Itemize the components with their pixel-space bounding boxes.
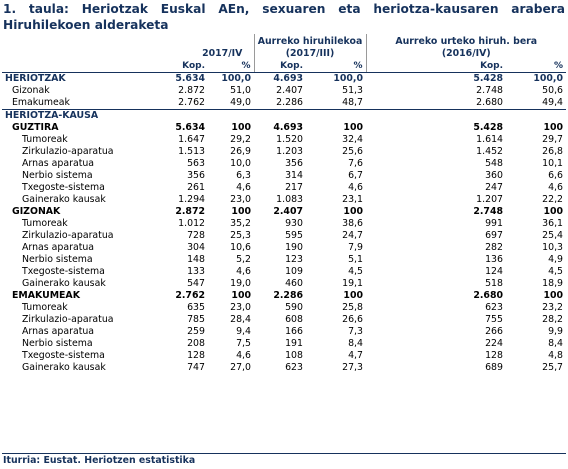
- value-last-year: 136: [485, 254, 503, 265]
- value-last-year: 548: [485, 158, 503, 169]
- value-current: 635: [187, 302, 205, 313]
- value-previous: 2.407: [273, 206, 303, 217]
- value-current: 128: [187, 350, 205, 361]
- value-previous: 108: [285, 350, 303, 361]
- pct-previous: 7,3: [348, 326, 363, 337]
- value-last-year: 623: [485, 302, 503, 313]
- pct-current: 10,6: [230, 242, 251, 253]
- deaths-table: [2, 34, 566, 374]
- table-row: [2, 314, 566, 326]
- pct-previous: 27,3: [342, 362, 363, 373]
- value-previous: 1.203: [276, 146, 303, 157]
- pct-current: 25,3: [230, 230, 251, 241]
- pct-previous: 5,1: [348, 254, 363, 265]
- value-last-year: [366, 110, 506, 123]
- table-row: [2, 266, 566, 278]
- value-previous: 4.693: [273, 73, 303, 84]
- table-row: [2, 278, 566, 290]
- value-previous: 2.286: [273, 290, 303, 301]
- value-current: 547: [187, 278, 205, 289]
- pct-previous: 23,1: [342, 194, 363, 205]
- row-label: Nerbio sistema: [22, 338, 93, 349]
- value-current: 261: [187, 182, 205, 193]
- pct-previous: 4,6: [348, 182, 363, 193]
- pct-previous: 25,8: [342, 302, 363, 313]
- table-row: [2, 290, 566, 302]
- pct-last-year: 100,0: [533, 73, 564, 84]
- pct-last-year: 100: [543, 206, 564, 217]
- pct-current: 7,5: [236, 338, 251, 349]
- pct-last-year: 26,8: [542, 146, 564, 157]
- pct-previous: 6,7: [348, 170, 363, 181]
- value-last-year: 247: [485, 182, 503, 193]
- pct-last-year: 25,7: [542, 362, 564, 373]
- value-last-year: 991: [485, 218, 503, 229]
- value-previous: 123: [285, 254, 303, 265]
- row-label: HERIOTZA-KAUSA: [2, 110, 154, 123]
- pct-last-year: 4,9: [548, 254, 564, 265]
- table-row: [2, 122, 566, 134]
- pct-previous: 7,9: [348, 242, 363, 253]
- pct-current: 10,0: [230, 158, 251, 169]
- value-previous: 190: [285, 242, 303, 253]
- value-last-year: 128: [485, 350, 503, 361]
- pct-last-year: 28,2: [542, 314, 564, 325]
- value-previous: 930: [285, 218, 303, 229]
- pct-last-year: 100: [543, 290, 564, 301]
- value-previous: 166: [285, 326, 303, 337]
- row-label: GIZONAK: [12, 206, 61, 217]
- value-previous: 4.693: [273, 122, 303, 133]
- value-previous: 590: [285, 302, 303, 313]
- value-current: 304: [187, 242, 205, 253]
- header-group-previous-quarter: Aurreko hiruhilekoa: [254, 34, 366, 48]
- value-previous: 608: [285, 314, 303, 325]
- value-last-year: 2.680: [473, 290, 503, 301]
- pct-previous: 24,7: [342, 230, 363, 241]
- value-current: 1.294: [178, 194, 205, 205]
- value-last-year: 1.207: [476, 194, 503, 205]
- table-row: [2, 338, 566, 350]
- header-group-same-quarter-last-year: Aurreko urteko hiruh. bera: [366, 34, 566, 48]
- value-current: 1.513: [178, 146, 205, 157]
- pct-current: 100,0: [221, 73, 251, 84]
- table-row: [2, 350, 566, 362]
- table-row: [2, 85, 566, 97]
- pct-last-year: 100: [543, 122, 564, 133]
- pct-last-year: 4,6: [548, 182, 564, 193]
- row-label: GUZTIRA: [12, 122, 59, 133]
- row-label: Emakumeak: [12, 97, 70, 108]
- value-last-year: 1.614: [476, 134, 503, 145]
- value-previous: [254, 110, 306, 123]
- header-blank: [2, 48, 154, 60]
- table-row: [2, 302, 566, 314]
- row-label: Arnas aparatua: [22, 326, 95, 337]
- pct-current: 35,2: [230, 218, 251, 229]
- pct-previous: 48,7: [342, 97, 363, 108]
- value-current: 2.872: [175, 206, 205, 217]
- value-last-year: 2.748: [476, 85, 503, 96]
- table-row: [2, 134, 566, 146]
- row-label: Gainerako kausak: [22, 278, 106, 289]
- value-previous: 1.520: [276, 134, 303, 145]
- row-label: Nerbio sistema: [22, 170, 93, 181]
- table-row: [2, 182, 566, 194]
- value-previous: 217: [285, 182, 303, 193]
- value-last-year: 282: [485, 242, 503, 253]
- value-last-year: 2.748: [473, 206, 503, 217]
- pct-last-year: 10,3: [542, 242, 564, 253]
- header-kop: Kop.: [366, 60, 506, 73]
- value-current: 259: [187, 326, 205, 337]
- pct-current: 5,2: [236, 254, 251, 265]
- pct-last-year: 4,5: [548, 266, 564, 277]
- value-current: 5.634: [175, 122, 205, 133]
- value-last-year: 266: [485, 326, 503, 337]
- header-pct: %: [208, 60, 254, 73]
- header-row-periods: [2, 48, 566, 60]
- value-last-year: 755: [485, 314, 503, 325]
- table-row: [2, 158, 566, 170]
- value-previous: 356: [285, 158, 303, 169]
- header-period-previous: (2017/III): [254, 48, 366, 60]
- pct-current: [208, 110, 254, 123]
- value-current: 208: [187, 338, 205, 349]
- pct-last-year: 18,9: [542, 278, 564, 289]
- pct-previous: 32,4: [342, 134, 363, 145]
- pct-previous: 8,4: [348, 338, 363, 349]
- pct-last-year: 9,9: [548, 326, 564, 337]
- value-last-year: 1.452: [476, 146, 503, 157]
- pct-previous: 100: [343, 290, 363, 301]
- pct-current: 100: [231, 206, 251, 217]
- pct-last-year: 6,6: [548, 170, 564, 181]
- pct-current: 23,0: [230, 302, 251, 313]
- table-row: [2, 97, 566, 110]
- pct-last-year: 29,7: [542, 134, 564, 145]
- table-row: [2, 362, 566, 374]
- header-pct: %: [506, 60, 566, 73]
- table-row: [2, 254, 566, 266]
- row-label: Arnas aparatua: [22, 242, 95, 253]
- pct-last-year: [506, 110, 566, 123]
- pct-last-year: 4,8: [548, 350, 564, 361]
- pct-current: 100: [231, 290, 251, 301]
- header-blank: [2, 60, 154, 73]
- table-row: [2, 206, 566, 218]
- header-blank: [2, 34, 154, 48]
- value-current: 148: [187, 254, 205, 265]
- row-label: Zirkulazio-aparatua: [22, 146, 114, 157]
- header-kop: Kop.: [254, 60, 306, 73]
- pct-current: 23,0: [230, 194, 251, 205]
- table-row: [2, 146, 566, 158]
- pct-last-year: 25,4: [542, 230, 564, 241]
- pct-current: 100: [231, 122, 251, 133]
- bottom-rule: [2, 453, 566, 454]
- row-label: Arnas aparatua: [22, 158, 95, 169]
- header-kop: Kop.: [154, 60, 208, 73]
- table-row: [2, 218, 566, 230]
- row-label: Zirkulazio-aparatua: [22, 314, 114, 325]
- pct-previous: 26,6: [342, 314, 363, 325]
- pct-current: 29,2: [230, 134, 251, 145]
- value-previous: 191: [285, 338, 303, 349]
- table-title: 1. taula: Heriotzak Euskal AEn, sexuaren eta heriotza-kausaren arabera Hiruhilekoen alderaketa: [3, 2, 565, 32]
- value-current: 747: [187, 362, 205, 373]
- pct-previous: 25,6: [342, 146, 363, 157]
- value-previous: 2.407: [276, 85, 303, 96]
- value-previous: 2.286: [276, 97, 303, 108]
- row-label: Gainerako kausak: [22, 362, 106, 373]
- header-pct: %: [306, 60, 366, 73]
- pct-previous: 51,3: [342, 85, 363, 96]
- value-previous: 314: [285, 170, 303, 181]
- table-row: [2, 326, 566, 338]
- pct-current: 51,0: [230, 85, 251, 96]
- pct-previous: 38,6: [342, 218, 363, 229]
- pct-previous: 4,7: [348, 350, 363, 361]
- header-period-current: 2017/IV: [202, 48, 243, 59]
- value-last-year: 5.428: [473, 122, 503, 133]
- row-label: Gainerako kausak: [22, 194, 106, 205]
- value-last-year: 5.428: [473, 73, 503, 84]
- row-label: Tumoreak: [22, 134, 68, 145]
- pct-previous: 7,6: [348, 158, 363, 169]
- value-current: 2.872: [178, 85, 205, 96]
- pct-current: 6,3: [236, 170, 251, 181]
- value-previous: 109: [285, 266, 303, 277]
- table-row: [2, 170, 566, 182]
- value-previous: 623: [285, 362, 303, 373]
- row-label: Tumoreak: [22, 302, 68, 313]
- value-current: 1.647: [178, 134, 205, 145]
- value-last-year: 689: [485, 362, 503, 373]
- header-blank: [154, 34, 254, 48]
- pct-previous: 100: [343, 122, 363, 133]
- pct-previous: [306, 110, 366, 123]
- header-row-groups: [2, 34, 566, 48]
- value-current: 356: [187, 170, 205, 181]
- row-label: EMAKUMEAK: [12, 290, 80, 301]
- value-last-year: 124: [485, 266, 503, 277]
- source-note: Iturria: Eustat. Heriotzen estatistika: [3, 455, 196, 466]
- pct-current: 28,4: [230, 314, 251, 325]
- header-row-units: [2, 60, 566, 73]
- pct-current: 4,6: [236, 266, 251, 277]
- pct-last-year: 49,4: [542, 97, 564, 108]
- value-current: 133: [187, 266, 205, 277]
- value-previous: 460: [285, 278, 303, 289]
- table-body: [2, 73, 566, 375]
- row-label: Nerbio sistema: [22, 254, 93, 265]
- value-current: 1.012: [178, 218, 205, 229]
- value-last-year: 360: [485, 170, 503, 181]
- pct-current: 19,0: [230, 278, 251, 289]
- pct-last-year: 10,1: [542, 158, 564, 169]
- row-label: Zirkulazio-aparatua: [22, 230, 114, 241]
- pct-current: 27,0: [230, 362, 251, 373]
- pct-current: 4,6: [236, 350, 251, 361]
- pct-current: 49,0: [230, 97, 251, 108]
- value-current: 563: [187, 158, 205, 169]
- table-row: [2, 73, 566, 86]
- header-period-last-year: (2016/IV): [366, 48, 566, 60]
- value-last-year: 697: [485, 230, 503, 241]
- table-row: [2, 194, 566, 206]
- pct-last-year: 8,4: [548, 338, 564, 349]
- row-label: Txegoste-sistema: [22, 182, 105, 193]
- value-current: 2.762: [175, 290, 205, 301]
- value-current: 785: [187, 314, 205, 325]
- row-label: Txegoste-sistema: [22, 266, 105, 277]
- pct-last-year: 50,6: [542, 85, 564, 96]
- pct-last-year: 22,2: [542, 194, 564, 205]
- value-last-year: 224: [485, 338, 503, 349]
- value-previous: 1.083: [276, 194, 303, 205]
- pct-last-year: 23,2: [542, 302, 564, 313]
- value-last-year: 2.680: [476, 97, 503, 108]
- value-previous: 595: [285, 230, 303, 241]
- value-current: 5.634: [175, 73, 205, 84]
- value-current: 728: [187, 230, 205, 241]
- pct-last-year: 36,1: [542, 218, 564, 229]
- row-label: Tumoreak: [22, 218, 68, 229]
- pct-current: 26,9: [230, 146, 251, 157]
- value-current: [154, 110, 208, 123]
- row-label: HERIOTZAK: [5, 73, 66, 84]
- pct-current: 4,6: [236, 182, 251, 193]
- pct-current: 9,4: [236, 326, 251, 337]
- table-row: [2, 110, 566, 123]
- value-current: 2.762: [178, 97, 205, 108]
- pct-previous: 100: [343, 206, 363, 217]
- pct-previous: 19,1: [342, 278, 363, 289]
- row-label: Txegoste-sistema: [22, 350, 105, 361]
- pct-previous: 100,0: [333, 73, 363, 84]
- pct-previous: 4,5: [348, 266, 363, 277]
- table-row: [2, 242, 566, 254]
- row-label: Gizonak: [12, 85, 50, 96]
- table-row: [2, 230, 566, 242]
- value-last-year: 518: [485, 278, 503, 289]
